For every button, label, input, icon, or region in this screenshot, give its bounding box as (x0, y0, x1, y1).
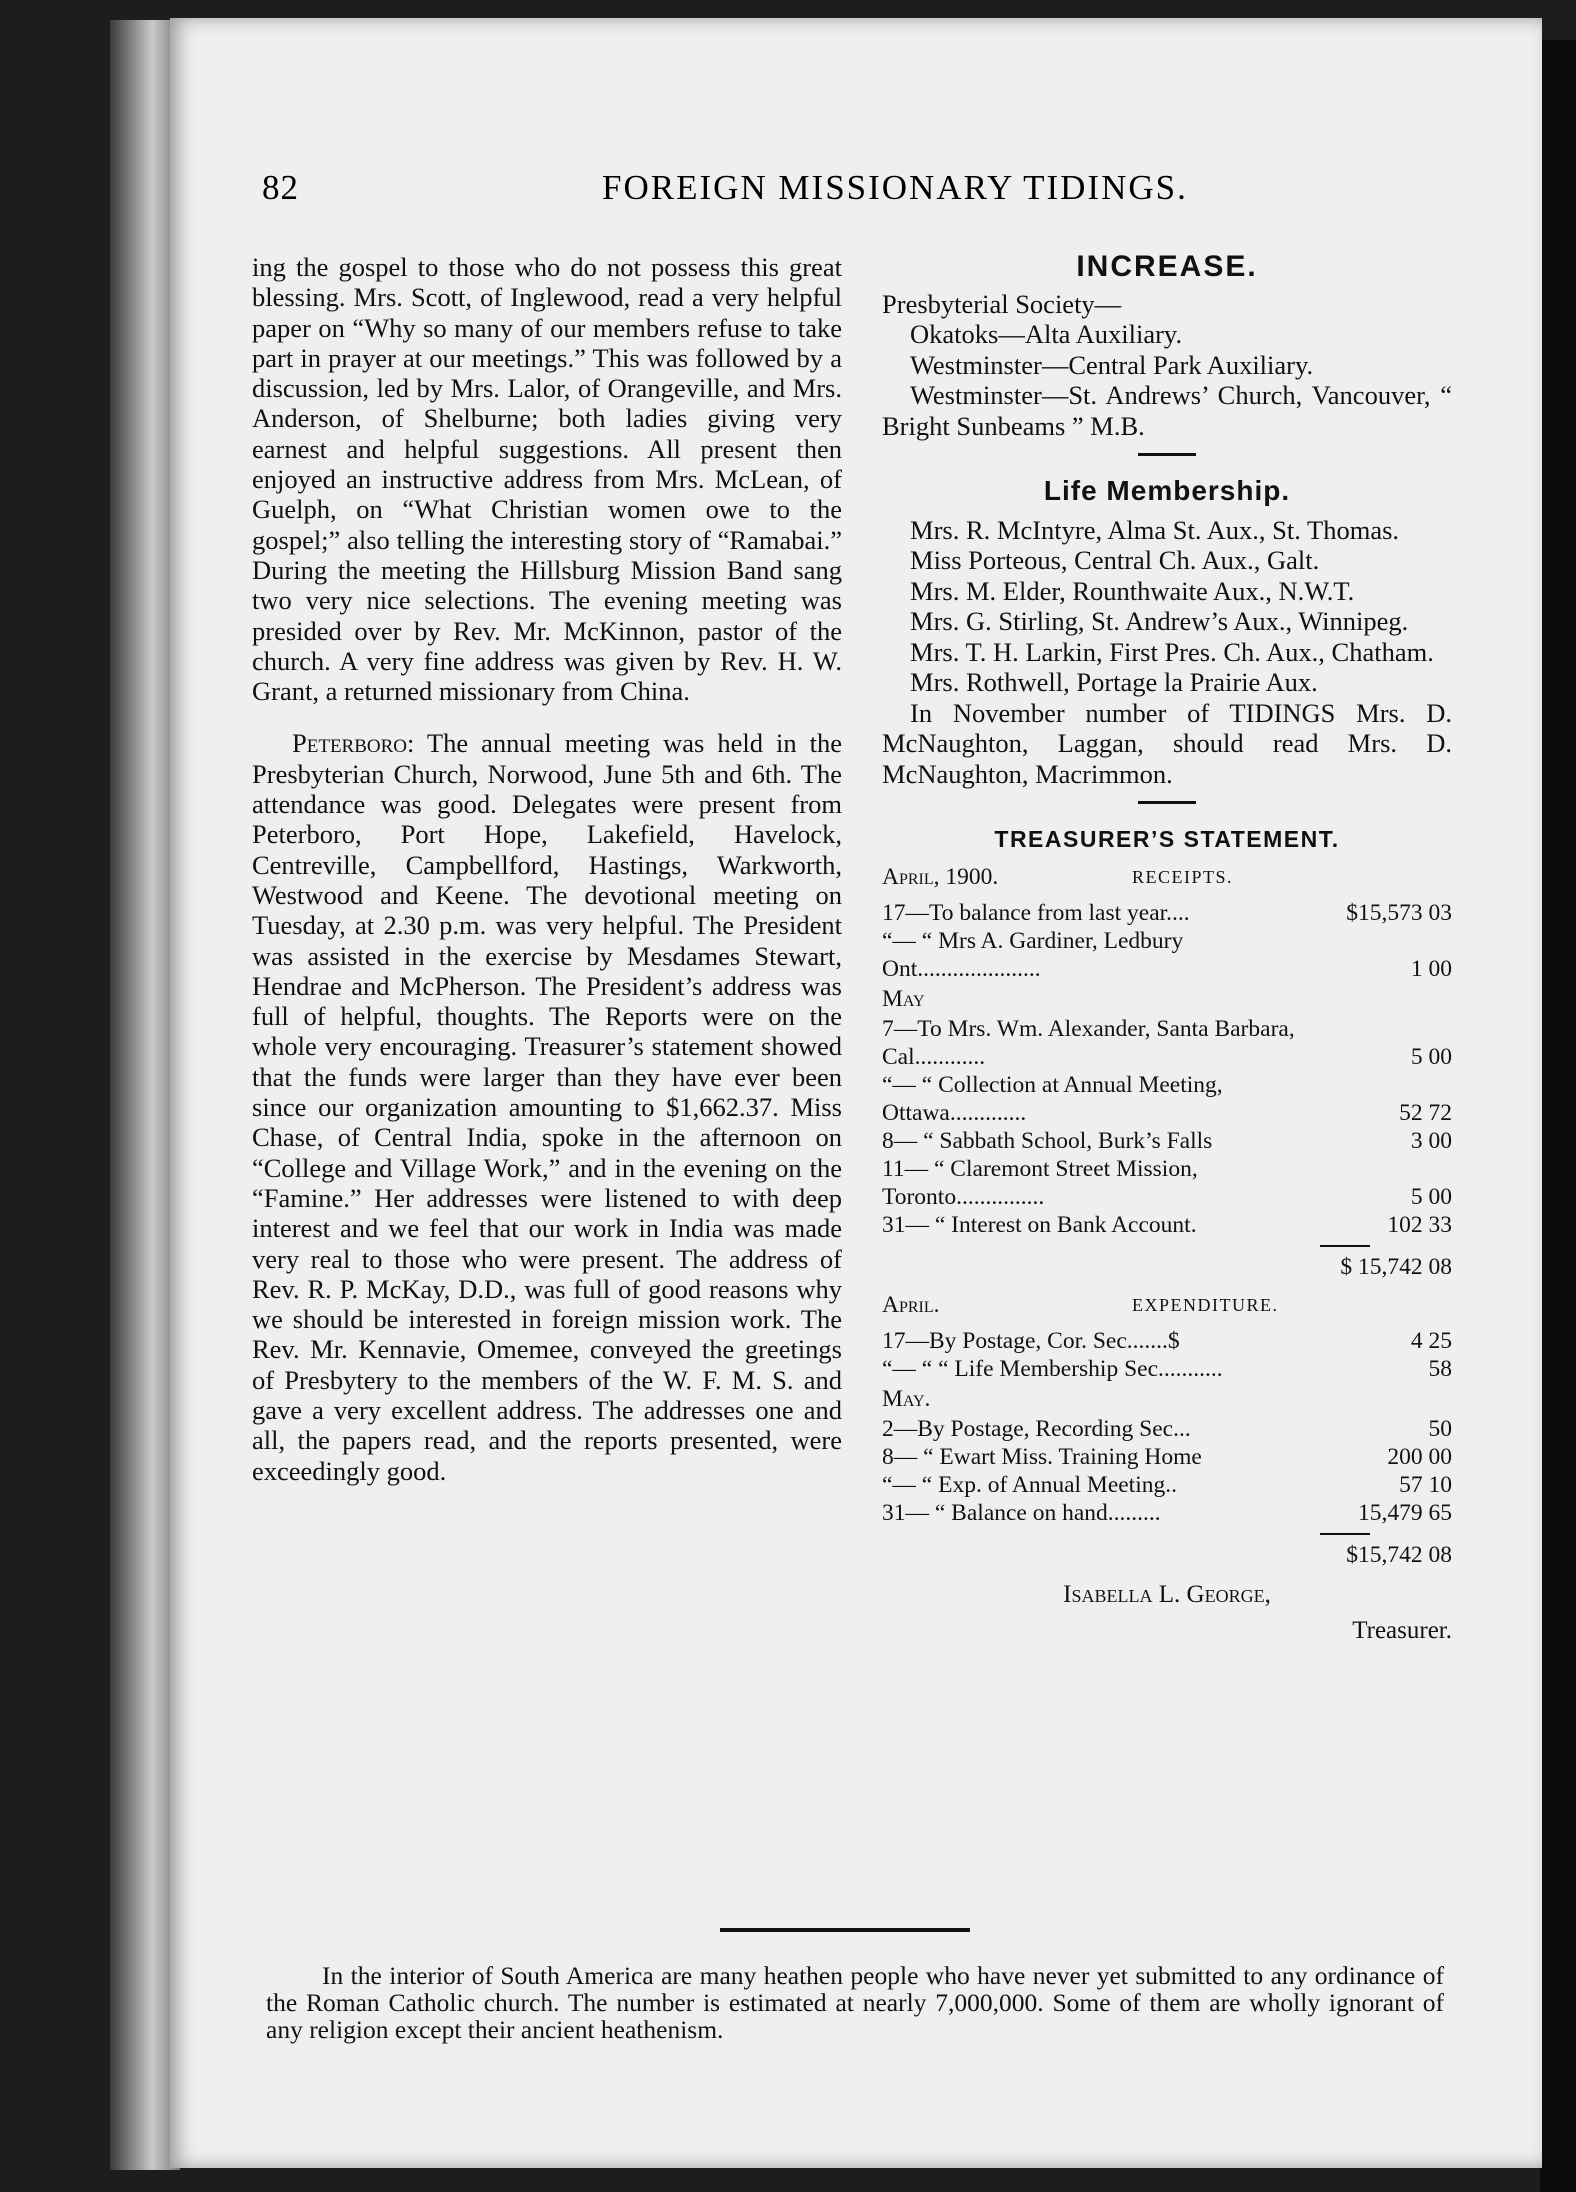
footer-note (266, 1962, 1444, 2043)
life-membership-heading: Life Membership. (1043, 475, 1291, 506)
page-header (262, 168, 1274, 218)
increase-intro: Presbyterial Society— (882, 288, 1122, 319)
journal-title: FOREIGN MISSIONARY TIDINGS. (602, 168, 1188, 207)
expenditure-list (882, 1327, 1452, 1527)
ledger-row (882, 899, 1452, 927)
ledger-row (882, 1499, 1452, 1527)
ledger-row (882, 1471, 1452, 1499)
sum-rule (1320, 1245, 1370, 1247)
receipts-total: $ 15,742 08 (1340, 1253, 1452, 1280)
ledger-entry-amount: 200 00 (1387, 1443, 1452, 1470)
left-paragraph-2 (252, 728, 842, 1485)
ledger-row (882, 1415, 1452, 1443)
treasurer-role: Treasurer. (1352, 1616, 1452, 1644)
ledger-entry-amount: 57 10 (1399, 1471, 1452, 1498)
receipts-list (882, 899, 1452, 1239)
ledger-entry-amount: 5 00 (1410, 1183, 1452, 1210)
increase-item: Westminster—Central Park Auxiliary. (910, 349, 1314, 380)
ledger-entry-text: 8— “ Sabbath School, Burk’s Falls (882, 1127, 1213, 1154)
ledger-entry-text: 8— “ Ewart Miss. Training Home (882, 1443, 1202, 1470)
ledger-entry-text: “— “ “ Life Membership Sec........... (882, 1355, 1223, 1382)
ledger-row (882, 1071, 1452, 1127)
ledger-entry-text: “— “ Mrs A. Gardiner, Ledbury Ont..................... (882, 927, 1184, 982)
life-member-item: Mrs. G. Stirling, St. Andrew’s Aux., Winnipeg. (910, 606, 1409, 636)
expenditure-month: April. (882, 1291, 940, 1318)
ledger-month: May (882, 985, 925, 1012)
peterboro-lead: Peterboro: (292, 728, 415, 759)
treasurer-heading: TREASURER’S STATEMENT. (994, 826, 1340, 852)
increase-item: Westminster—St. Andrews’ Church, Vancouver, “ Bright Sunbeams ” M.B. (882, 380, 1452, 441)
ledger-month: May. (882, 1385, 931, 1412)
left-column (252, 252, 842, 1486)
ledger-entry-amount: 102 33 (1387, 1211, 1452, 1238)
treasurer-signature: Isabella L. George, (1063, 1580, 1271, 1608)
section-divider (1138, 453, 1196, 456)
ledger-entry-text: 11— “ Claremont Street Mission, Toronto............... (882, 1155, 1198, 1210)
ledger-row (882, 1211, 1452, 1239)
treasurer-ledger (882, 863, 1452, 1645)
sum-rule (1320, 1533, 1370, 1535)
ledger-entry-amount: 15,479 65 (1358, 1499, 1452, 1526)
ledger-entry-text: 17—To balance from last year.... (882, 899, 1190, 926)
ledger-entry-text: 31— “ Balance on hand......... (882, 1499, 1161, 1526)
footer-divider (720, 1928, 970, 1932)
ledger-row (882, 1355, 1452, 1383)
ledger-row (882, 1155, 1452, 1211)
footer-note-text: In the interior of South America are many heathen people who have never yet submitted to any ordinance of the Roman Catholic church. The number is estimated at nearly 7,000,000. Some of them are wholly ignorant of any religion except their ancient heathenism. (266, 1961, 1444, 2044)
ledger-entry-text: 31— “ Interest on Bank Account. (882, 1211, 1197, 1238)
ledger-entry-text: 7—To Mrs. Wm. Alexander, Santa Barbara, Cal............ (882, 1015, 1295, 1070)
receipts-month: April, 1900. (882, 863, 999, 890)
increase-heading: INCREASE. (1076, 250, 1258, 283)
ledger-entry-amount: 50 (1428, 1415, 1452, 1442)
receipts-header (882, 863, 1452, 891)
ledger-entry-amount: 5 00 (1410, 1043, 1452, 1070)
ledger-entry-amount: 3 00 (1410, 1127, 1452, 1154)
erratum-note: In November number of TIDINGS Mrs. D. McNaughton, Laggan, should read Mrs. D. McNaughton, Macrimmon. (882, 697, 1452, 789)
ledger-entry-amount: $15,573 03 (1346, 899, 1452, 926)
peterboro-text: The annual meeting was held in the Presbyterian Church, Norwood, June 5th and 6th. The attendance was good. Delegates were present from Peterboro, Port Hope, Lakefield, Havelock, Centreville, Campbellford, Hastings, Warkworth, Westwood and Keene. The devotional meeting on Tuesday, at 2.30 p.m. was very helpful. The President was assisted in the exercise by Mesdames Stewart, Hendrae and McPherson. The President’s address was full of helpful, thoughts. The Reports were on the whole very encouraging. Treasurer’s statement showed that the funds were larger than they have ever been since our organization amounting to $1,662.37. Miss Chase, of Central India, spoke in the afternoon on “College and Village Work,” and in the evening on the “Famine.” Her addresses were listened to with deep interest and we feel that our work in India was made very real to those who were present. The address of Rev. R. P. McKay, D.D., was full of good reasons why we should be interested in foreign mission work. The Rev. Mr. Kennavie, Omemee, conveyed the greetings of Presbytery to the members of the W. F. M. S. and gave a very excellent address. The addresses one and all, the papers read, and the reports presented, were exceedingly good. (252, 728, 842, 1486)
life-member-item: Mrs. M. Elder, Rounthwaite Aux., N.W.T. (910, 575, 1355, 606)
ledger-row (882, 1127, 1452, 1155)
expenditure-total: $15,742 08 (1346, 1541, 1452, 1568)
expenditure-header (882, 1291, 1452, 1319)
page-number: 82 (262, 168, 299, 207)
ledger-entry-amount: 52 72 (1399, 1099, 1452, 1126)
ledger-entry-amount: 4 25 (1410, 1327, 1452, 1354)
ledger-entry-text: 17—By Postage, Cor. Sec.......$ (882, 1327, 1180, 1354)
life-member-item: Miss Porteous, Central Ch. Aux., Galt. (910, 545, 1320, 575)
scan-dark-edge (1540, 40, 1576, 2192)
right-column (882, 252, 1452, 1645)
ledger-row (882, 1327, 1452, 1355)
ledger-entry-text: “— “ Collection at Annual Meeting, Ottawa............. (882, 1071, 1223, 1126)
ledger-entry-amount: 1 00 (1410, 955, 1452, 982)
life-member-item: Mrs. Rothwell, Portage la Prairie Aux. (910, 667, 1318, 697)
ledger-entry-text: “— “ Exp. of Annual Meeting.. (882, 1471, 1177, 1498)
left-paragraph-1: ing the gospel to those who do not possess this great blessing. Mrs. Scott, of Inglewood, read a very helpful paper on “Why so many of our members refuse to take part in prayer at our meetings.” This was followed by a discussion, led by Mrs. Lalor, of Orangeville, and Mrs. Anderson, of Shelburne; both ladies giving very earnest and helpful suggestions. All present then enjoyed an instructive address from Mrs. McLean, of Guelph, on “What Christian women owe to the gospel;” also telling the interesting story of “Ramabai.” During the meeting the Hillsburg Mission Band sang two very nice selections. The evening meeting was presided over by Rev. Mr. McKinnon, pastor of the church. A very fine address was given by Rev. H. W. Grant, a returned missionary from China. (252, 252, 842, 707)
life-member-item: Mrs. R. McIntyre, Alma St. Aux., St. Thomas. (910, 514, 1400, 545)
ledger-row (882, 1015, 1452, 1071)
ledger-row (882, 927, 1452, 983)
ledger-entry-text: 2—By Postage, Recording Sec... (882, 1415, 1191, 1442)
section-divider (1138, 801, 1196, 804)
receipts-caption: RECEIPTS. (1132, 866, 1234, 887)
ledger-row (882, 1443, 1452, 1471)
expenditure-caption: EXPENDITURE. (1132, 1294, 1279, 1315)
ledger-entry-amount: 58 (1428, 1355, 1452, 1382)
life-member-item: Mrs. T. H. Larkin, First Pres. Ch. Aux., Chatham. (910, 636, 1434, 667)
increase-item: Okatoks—Alta Auxiliary. (910, 319, 1183, 349)
